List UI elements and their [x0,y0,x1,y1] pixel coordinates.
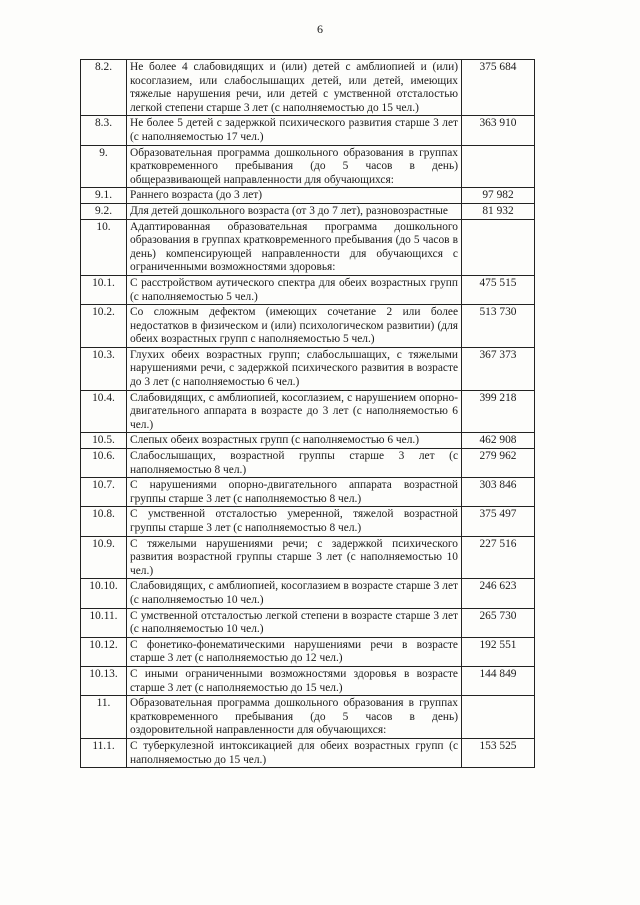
row-value: 144 849 [462,666,535,695]
table-row [81,507,535,536]
row-value: 399 218 [462,390,535,433]
row-number: 11. [81,696,127,739]
row-number: 10.4. [81,390,127,433]
row-number: 10.11. [81,608,127,637]
row-number: 10.5. [81,433,127,449]
row-number: 8.2. [81,60,127,116]
row-value: 265 730 [462,608,535,637]
row-description: С умственной отсталостью умеренной, тяжелой возрастной группы старше 3 лет (с наполняемостью 8 чел.) [127,507,462,536]
row-description: Глухих обеих возрастных групп; слабослышащих, с тяжелыми нарушениями речи, с задержкой психического развития в возрасте до 3 лет (с наполняемостью 6 чел.) [127,347,462,390]
row-number: 9.1. [81,188,127,204]
row-number: 10.13. [81,666,127,695]
table-row [81,116,535,145]
table-row [81,696,535,739]
row-description: С умственной отсталостью легкой степени в возрасте старше 3 лет (с наполняемостью 10 чел.) [127,608,462,637]
row-value: 246 623 [462,579,535,608]
row-description: Раннего возраста (до 3 лет) [127,188,462,204]
table-row [81,390,535,433]
row-number: 10.2. [81,305,127,348]
table-row [81,305,535,348]
row-number: 11.1. [81,738,127,767]
row-description: Адаптированная образовательная программа дошкольного образования в группах кратковременного пребывания (до 5 часов в день) компенсирующей направленности для обучающихся с ограниченными возможностями здоровья: [127,219,462,275]
row-description: С иными ограниченными возможностями здоровья в возрасте старше 3 лет (с наполняемостью до 15 чел.) [127,666,462,695]
page-number: 6 [317,22,323,36]
row-number: 10.12. [81,637,127,666]
row-value: 227 516 [462,536,535,579]
row-description: Слепых обеих возрастных групп (с наполняемостью 6 чел.) [127,433,462,449]
row-description: Не более 4 слабовидящих и (или) детей с амблиопией и (или) косоглазием, или слабослышащих детей, или детей, имеющих тяжелые нарушения речи, или детей с умственной отсталостью легкой степени старше 3 лет (с наполняемостью до 15 чел.) [127,60,462,116]
table-row [81,347,535,390]
table-row [81,738,535,767]
row-description: Образовательная программа дошкольного образования в группах кратковременного пребывания (до 5 часов в день) общеразвивающей направленности для обучающихся: [127,145,462,188]
row-description: С расстройством аутического спектра для обеих возрастных групп (с наполняемостью 5 чел.) [127,275,462,304]
row-number: 10.1. [81,275,127,304]
table-row [81,145,535,188]
row-value [462,219,535,275]
row-value: 367 373 [462,347,535,390]
row-number: 9. [81,145,127,188]
row-number: 10.8. [81,507,127,536]
table-row [81,219,535,275]
row-value: 375 684 [462,60,535,116]
row-description: Слабослышащих, возрастной группы старше 3 лет (с наполняемостью 8 чел.) [127,449,462,478]
row-description: Не более 5 детей с задержкой психического развития старше 3 лет (с наполняемостью 17 чел.) [127,116,462,145]
row-description: Образовательная программа дошкольного образования в группах кратковременного пребывания (до 5 часов в день) оздоровительной направленности для обучающихся: [127,696,462,739]
row-description: Слабовидящих, с амблиопией, косоглазием в возрасте старше 3 лет (с наполняемостью 10 чел.) [127,579,462,608]
row-value [462,696,535,739]
row-value: 303 846 [462,478,535,507]
row-value: 153 525 [462,738,535,767]
row-description: С туберкулезной интоксикацией для обеих возрастных групп (с наполняемостью до 15 чел.) [127,738,462,767]
row-value: 363 910 [462,116,535,145]
row-number: 8.3. [81,116,127,145]
table-row [81,203,535,219]
table-row [81,188,535,204]
tariff-table [80,59,535,768]
row-value [462,145,535,188]
row-value: 81 932 [462,203,535,219]
row-description: Со сложным дефектом (имеющих сочетание 2 или более недостатков в физическом и (или) психологическом развитии) (для обеих возрастных групп с наполняемостью 5 чел.) [127,305,462,348]
row-number: 10.7. [81,478,127,507]
row-number: 10.3. [81,347,127,390]
table-row [81,60,535,116]
table-row [81,666,535,695]
row-value: 192 551 [462,637,535,666]
table-row [81,579,535,608]
row-number: 10. [81,219,127,275]
table-row [81,608,535,637]
row-description: С нарушениями опорно-двигательного аппарата возрастной группы старше 3 лет (с наполняемостью 8 чел.) [127,478,462,507]
table-row [81,433,535,449]
row-description: Слабовидящих, с амблиопией, косоглазием, с нарушением опорно-двигательного аппарата в возрасте до 3 лет (с наполняемостью 6 чел.) [127,390,462,433]
row-number: 10.9. [81,536,127,579]
row-number: 9.2. [81,203,127,219]
row-value: 97 982 [462,188,535,204]
row-value: 513 730 [462,305,535,348]
row-number: 10.10. [81,579,127,608]
row-description: Для детей дошкольного возраста (от 3 до 7 лет), разновозрастные [127,203,462,219]
table-row [81,275,535,304]
row-value: 475 515 [462,275,535,304]
table-row [81,536,535,579]
row-value: 462 908 [462,433,535,449]
row-number: 10.6. [81,449,127,478]
table-row [81,478,535,507]
row-value: 279 962 [462,449,535,478]
row-description: С фонетико-фонематическими нарушениями речи в возрасте старше 3 лет (с наполняемостью до 12 чел.) [127,637,462,666]
row-value: 375 497 [462,507,535,536]
row-description: С тяжелыми нарушениями речи; с задержкой психического развития возрастной группы старше 3 лет (с наполняемостью 10 чел.) [127,536,462,579]
table-row [81,637,535,666]
table-row [81,449,535,478]
